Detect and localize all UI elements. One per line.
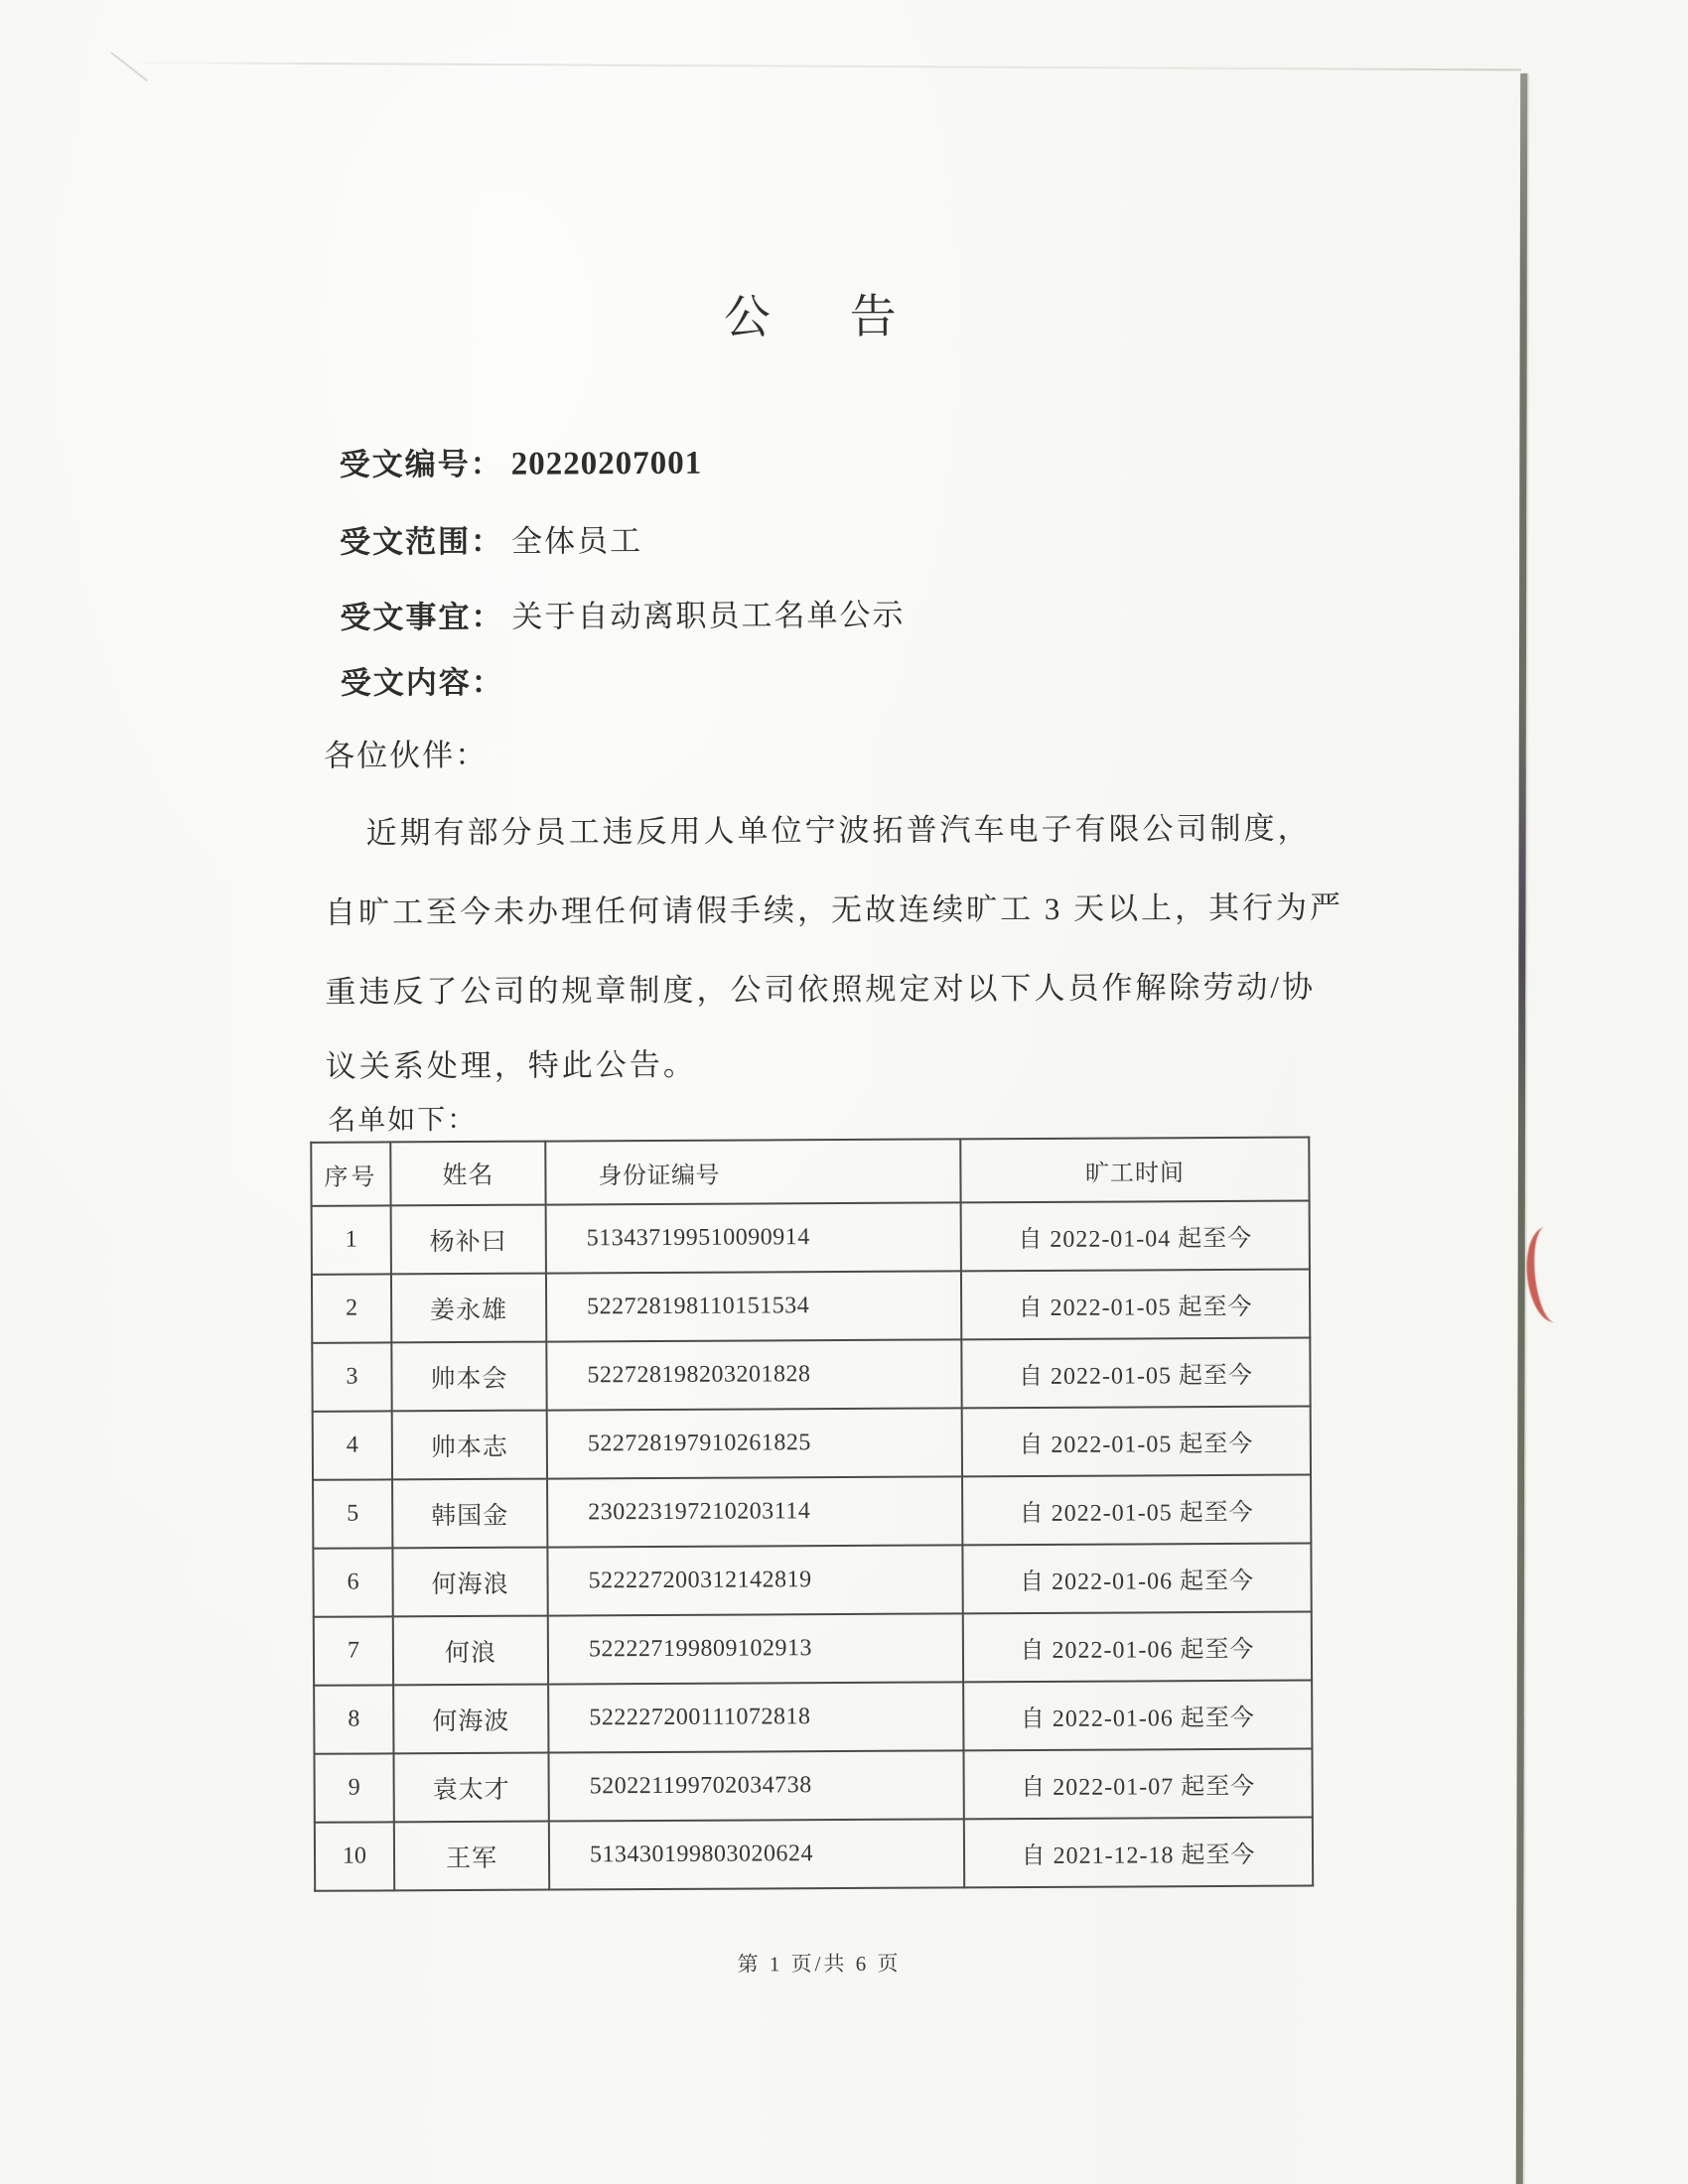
table-row <box>314 1612 1312 1686</box>
meta-field-subject <box>340 590 905 637</box>
table-row <box>315 1818 1313 1891</box>
table-cell: 自 2022-01-07 起至今 <box>963 1749 1312 1820</box>
table-cell: 3 <box>312 1342 391 1411</box>
table-cell: 何浪 <box>393 1616 548 1686</box>
column-header-absence-period: 旷工时间 <box>960 1138 1309 1203</box>
table-row <box>313 1475 1311 1549</box>
body-line: 自旷工至今未办理任何请假手续，无故连续旷工 3 天以上，其行为严 <box>324 889 1344 930</box>
table-cell: 6 <box>313 1548 392 1616</box>
field-value: 全体员工 <box>510 523 643 559</box>
table-row <box>313 1407 1311 1480</box>
table-cell: 5 <box>313 1479 392 1548</box>
body-line: 议关系处理，特此公告。 <box>325 1046 697 1084</box>
table-cell: 522227200312142819 <box>547 1545 962 1615</box>
table-cell: 1 <box>312 1205 391 1274</box>
table-cell: 522227199809102913 <box>548 1613 963 1684</box>
table-cell: 帅本志 <box>392 1411 547 1480</box>
field-value: 关于自动离职员工名单公示 <box>511 597 906 634</box>
table-cell: 自 2022-01-06 起至今 <box>963 1612 1312 1683</box>
field-value: 20220207001 <box>510 445 703 482</box>
table-cell: 自 2022-01-05 起至今 <box>961 1270 1310 1340</box>
meta-field-scope <box>340 515 642 562</box>
table-cell: 自 2022-01-05 起至今 <box>962 1407 1311 1477</box>
roster-table <box>310 1137 1314 1892</box>
table-cell: 王军 <box>394 1822 549 1891</box>
table-cell: 自 2022-01-06 起至今 <box>963 1681 1312 1751</box>
table-cell: 袁太才 <box>393 1753 548 1823</box>
column-header-name: 姓名 <box>390 1142 545 1206</box>
table-cell: 9 <box>314 1753 393 1822</box>
column-header-id-number: 身份证编号 <box>545 1139 960 1204</box>
table-cell: 8 <box>314 1685 393 1753</box>
meta-field-content <box>341 657 512 703</box>
table-cell: 姜永雄 <box>391 1274 546 1343</box>
table-cell: 10 <box>315 1822 394 1890</box>
field-label: 受文范围： <box>340 523 504 560</box>
table-cell: 4 <box>313 1411 392 1479</box>
table-cell: 513437199510090914 <box>546 1202 961 1273</box>
table-row <box>312 1270 1310 1343</box>
table-row <box>314 1681 1312 1754</box>
table-cell: 何海波 <box>393 1685 548 1754</box>
field-label: 受文编号： <box>339 446 503 482</box>
salutation: 各位伙伴： <box>324 737 489 773</box>
table-cell: 522728198203201828 <box>546 1339 961 1410</box>
page-footer: 第 1 页/共 6 页 <box>737 1951 902 1977</box>
table-cell: 何海浪 <box>392 1548 547 1617</box>
table-cell: 230223197210203114 <box>547 1476 962 1547</box>
field-label: 受文内容： <box>340 664 504 701</box>
table-row <box>312 1338 1310 1412</box>
table-row <box>314 1749 1312 1823</box>
table-cell: 522728197910261825 <box>547 1408 962 1478</box>
table-row <box>312 1201 1310 1275</box>
table-row <box>313 1544 1311 1617</box>
table-cell: 522227200111072818 <box>548 1682 963 1752</box>
table-cell: 自 2022-01-06 起至今 <box>962 1544 1311 1614</box>
table-cell: 自 2021-12-18 起至今 <box>964 1818 1313 1888</box>
table-header-row <box>311 1138 1309 1206</box>
table-cell: 7 <box>314 1616 393 1685</box>
table-cell: 2 <box>312 1274 391 1342</box>
list-intro: 名单如下： <box>328 1104 478 1137</box>
table-cell: 杨补曰 <box>391 1205 546 1275</box>
table-cell: 帅本会 <box>391 1342 546 1412</box>
roster-table-body <box>312 1201 1314 1891</box>
meta-field-doc-number <box>340 438 703 484</box>
table-cell: 自 2022-01-05 起至今 <box>961 1338 1310 1409</box>
table-cell: 520221199702034738 <box>548 1750 963 1821</box>
field-label: 受文事宜： <box>340 599 504 635</box>
table-cell: 自 2022-01-04 起至今 <box>961 1201 1310 1272</box>
page-title: 公 告 <box>723 291 930 344</box>
table-cell: 513430199803020624 <box>549 1819 964 1889</box>
table-cell: 522728198110151534 <box>546 1271 961 1341</box>
table-cell: 自 2022-01-05 起至今 <box>962 1475 1311 1546</box>
column-header-index: 序号 <box>311 1142 390 1205</box>
body-line: 重违反了公司的规章制度，公司依照规定对以下人员作解除劳动/协 <box>325 969 1317 1010</box>
body-line: 近期有部分员工违反用人单位宁波拓普汽车电子有限公司制度， <box>365 810 1312 851</box>
table-cell: 韩国金 <box>392 1479 547 1549</box>
